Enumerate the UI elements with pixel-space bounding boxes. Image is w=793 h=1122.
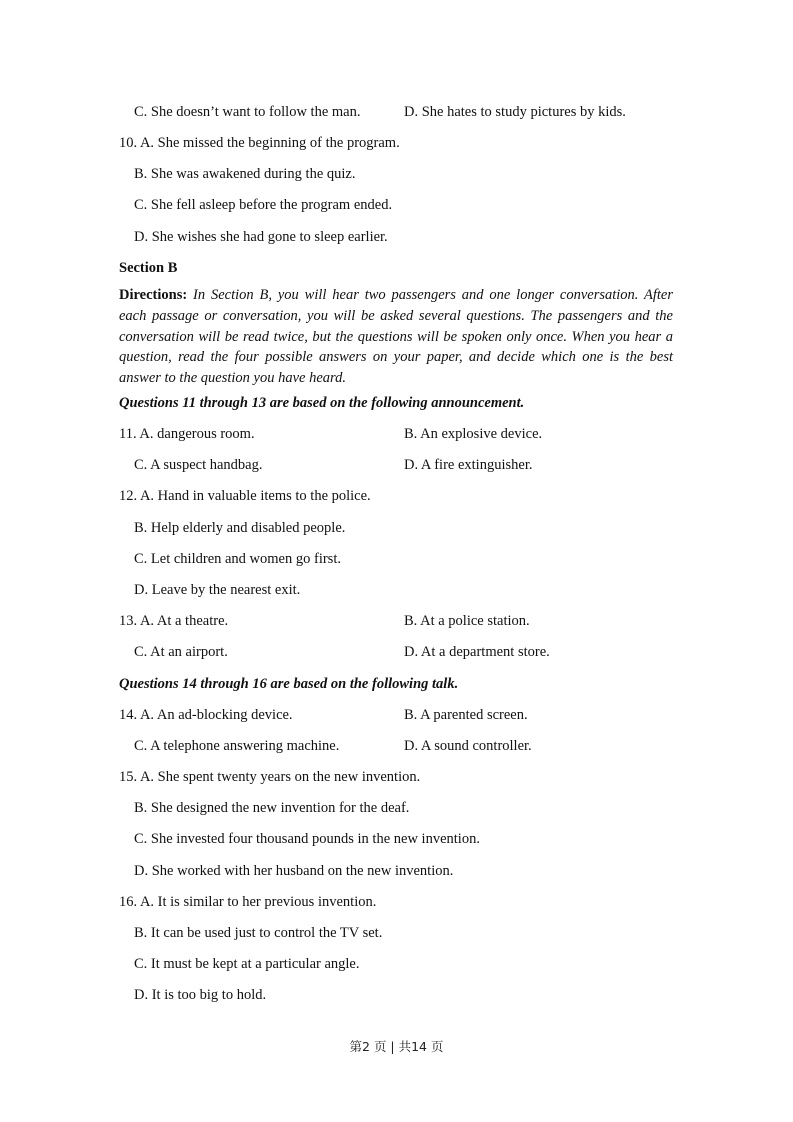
q12-option-d: D. Leave by the nearest exit. [134,582,301,598]
group2-heading: Questions 14 through 16 are based on the following talk. [119,676,459,692]
q10-option-c: C. She fell asleep before the program ended. [134,197,393,213]
q16-option-a: 16. A. It is similar to her previous invention. [119,894,377,910]
q16-option-b: B. It can be used just to control the TV set. [134,925,383,941]
group1-heading: Questions 11 through 13 are based on the following announcement. [119,395,525,411]
q15-option-b: B. She designed the new invention for the deaf. [134,800,410,816]
q12-option-b: B. Help elderly and disabled people. [134,520,346,536]
q9-option-d: D. She hates to study pictures by kids. [404,104,626,120]
directions-text: In Section B, you will hear two passengers and one longer conversation. After each passage or conversation, you will be asked several questions. The passengers and the conversation will be read twice, but the questions will be spoken only once. When you hear a question, read the four possible answers on your paper, and decide which one is the best answer to the question you have heard. [119,287,673,387]
q13-option-d: D. At a department store. [404,644,550,660]
q11-option-d: D. A fire extinguisher. [404,457,533,473]
q14-option-d: D. A sound controller. [404,738,532,754]
q15-option-a: 15. A. She spent twenty years on the new invention. [119,769,421,785]
section-b-directions [119,285,673,389]
q13-option-b: B. At a police station. [404,613,530,629]
page-footer: 第2 页 | 共14 页 [349,1039,444,1054]
q9-option-c: C. She doesn’t want to follow the man. [134,104,361,120]
q16-option-c: C. It must be kept at a particular angle. [134,956,360,972]
q16-option-d: D. It is too big to hold. [134,987,267,1003]
q11-option-c: C. A suspect handbag. [134,457,263,473]
q15-option-c: C. She invested four thousand pounds in the new invention. [134,831,480,847]
q10-option-b: B. She was awakened during the quiz. [134,166,356,182]
q11-option-a: 11. A. dangerous room. [119,426,255,442]
q13-option-c: C. At an airport. [134,644,228,660]
q12-option-a: 12. A. Hand in valuable items to the police. [119,488,371,504]
q14-option-c: C. A telephone answering machine. [134,738,340,754]
q11-option-b: B. An explosive device. [404,426,543,442]
q14-option-a: 14. A. An ad-blocking device. [119,707,293,723]
q15-option-d: D. She worked with her husband on the new invention. [134,863,454,879]
q13-option-a: 13. A. At a theatre. [119,613,229,629]
q10-option-d: D. She wishes she had gone to sleep earlier. [134,229,388,245]
q12-option-c: C. Let children and women go first. [134,551,341,567]
q10-option-a: 10. A. She missed the beginning of the program. [119,135,400,151]
section-b-title: Section B [119,260,178,276]
q14-option-b: B. A parented screen. [404,707,528,723]
directions-label: Directions: [119,287,188,303]
